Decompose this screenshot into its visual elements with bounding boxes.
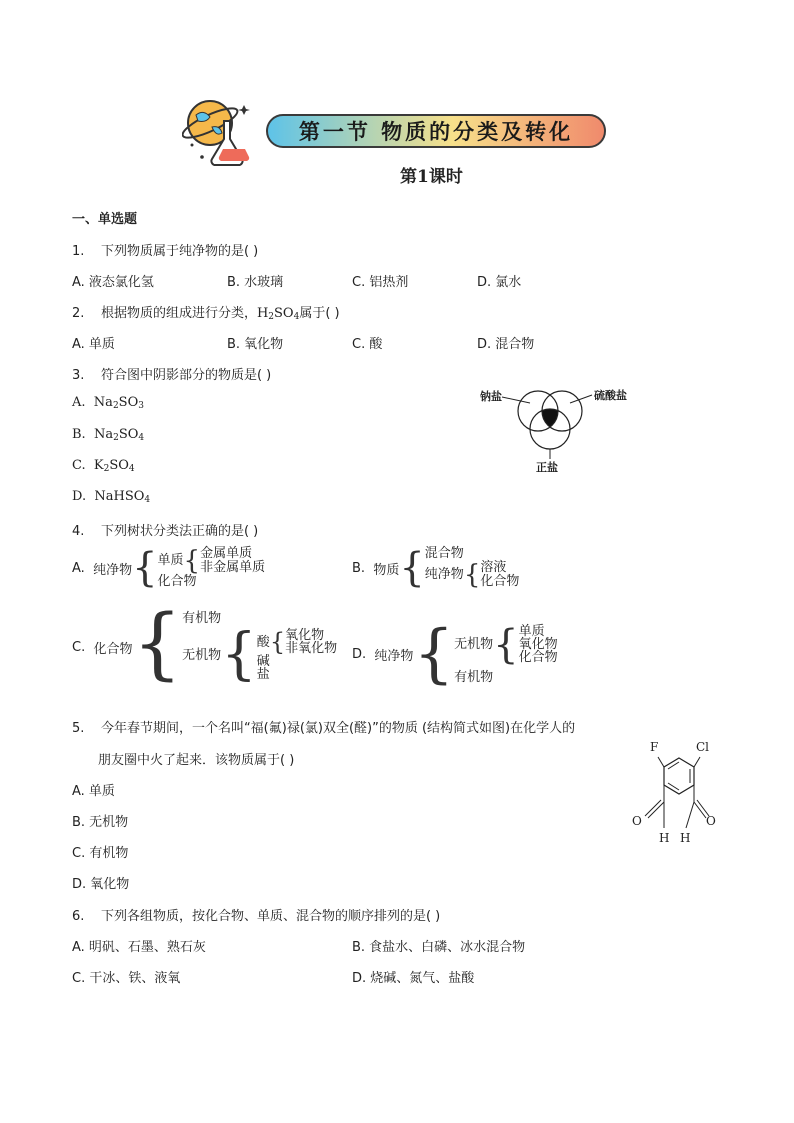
brace: {: [221, 622, 257, 687]
q4-option-b[interactable]: [352, 547, 519, 589]
tree-node: 非氧化物: [285, 641, 338, 656]
tree-node: 化合物: [157, 574, 197, 589]
question-4: [72, 520, 258, 539]
question-1: [72, 240, 258, 259]
option-letter: D.: [72, 489, 87, 504]
q1-option-b[interactable]: B. 水玻璃: [227, 275, 284, 290]
q5-option-d[interactable]: D. 氧化物: [72, 877, 130, 892]
question-number: 4.: [72, 524, 85, 539]
q5-option-c[interactable]: C. 有机物: [72, 846, 129, 861]
venn-diagram: [478, 383, 638, 475]
tree-node: 混合物: [424, 546, 464, 561]
tree-node: 金属单质: [200, 546, 253, 561]
q3-option-c[interactable]: [72, 458, 135, 474]
formula-part: SO: [109, 458, 129, 473]
tree-node: 有机物: [182, 611, 222, 626]
tree-node: 盐: [256, 667, 270, 682]
tree-branch: [182, 622, 338, 687]
question-number: 3.: [72, 368, 85, 383]
formula-part: H: [256, 306, 269, 321]
tree-leaves: [257, 629, 337, 681]
atom-o: O: [632, 814, 642, 828]
q5-option-b[interactable]: B. 无机物: [72, 815, 129, 830]
tree-node: 溶液: [480, 560, 507, 575]
tree-branch: [425, 561, 520, 589]
formula-part: SO: [274, 306, 294, 321]
tree-branches: [182, 611, 338, 687]
q4-option-c[interactable]: [72, 598, 338, 689]
question-2: [72, 302, 340, 322]
tree-root: 纯净物: [93, 562, 133, 578]
formula-part: SO: [118, 395, 139, 410]
subscript: 4: [138, 433, 145, 443]
atom-h: H: [680, 831, 691, 845]
q3-option-a[interactable]: [72, 395, 144, 411]
question-text: 下列各组物质，按化合物、单质、混合物的顺序排列的是( ): [100, 909, 441, 924]
formula-part: SO: [118, 427, 139, 442]
benzene-ring: [626, 738, 726, 848]
tree-leaves: [480, 561, 519, 589]
tree-node: 单质: [157, 553, 184, 568]
tree-root: 纯净物: [374, 648, 414, 664]
brace: {: [463, 560, 481, 590]
tree-branch: [158, 547, 266, 575]
question-number: 6.: [72, 909, 85, 924]
tree-leaves: [519, 625, 558, 664]
brace: {: [413, 617, 455, 691]
brace: {: [132, 598, 183, 689]
q5-option-a[interactable]: A. 单质: [72, 784, 115, 799]
title-banner: [266, 114, 606, 148]
question-text: 符合图中阴影部分的物质是( ): [100, 368, 272, 383]
formula-part: Na: [93, 427, 114, 442]
brace: {: [269, 628, 286, 656]
question-text: 根据物质的组成进行分类，: [100, 306, 257, 321]
question-text-end: 属于( ): [299, 306, 340, 321]
atom-f: F: [650, 740, 659, 754]
tree-branches: [158, 547, 266, 589]
q2-option-d[interactable]: D. 混合物: [477, 337, 535, 352]
q6-option-a[interactable]: A. 明矾、石墨、熟石灰: [72, 940, 206, 955]
subscript: 4: [128, 464, 135, 474]
question-3: [72, 364, 271, 383]
formula-part: NaHSO: [94, 489, 145, 504]
q4-option-d[interactable]: [352, 617, 558, 691]
atom-h: H: [659, 831, 670, 845]
formula-part: K: [93, 458, 104, 473]
brace: {: [399, 545, 425, 591]
tree-node: 酸: [256, 634, 270, 650]
q6-option-c[interactable]: C. 干冰、铁、液氧: [72, 971, 181, 986]
tree-node: 有机物: [454, 669, 494, 685]
option-letter: C.: [72, 640, 86, 655]
q3-option-b[interactable]: [72, 427, 144, 443]
tree-node: 纯净物: [424, 567, 464, 582]
q1-option-a[interactable]: A. 液态氯化氢: [72, 275, 154, 290]
atom-cl: Cl: [696, 740, 710, 754]
tree-branches: [454, 621, 558, 685]
tree-node: 氧化物: [518, 637, 558, 652]
question-text-line2: 朋友圈中火了起来．该物质属于( ): [98, 753, 295, 768]
tree-branch: [257, 629, 337, 655]
q1-option-c[interactable]: C. 铝热剂: [352, 275, 409, 290]
formula-part: Na: [93, 395, 113, 410]
q1-option-d[interactable]: D. 氯水: [477, 275, 522, 290]
tree-root: 化合物: [93, 642, 133, 657]
q2-option-c[interactable]: C. 酸: [352, 337, 383, 352]
lesson-subtitle: 第1课时: [400, 167, 463, 187]
venn-label-left: 钠盐: [480, 390, 502, 403]
tree-node: 化合物: [518, 650, 558, 665]
brace: {: [183, 546, 201, 576]
brace: {: [132, 545, 158, 591]
planet-flask-icon: [182, 97, 266, 169]
option-letter: A.: [72, 560, 85, 576]
q4-option-a[interactable]: [72, 547, 265, 589]
tree-leaves: [285, 629, 337, 655]
question-text: 下列物质属于纯净物的是( ): [100, 244, 259, 259]
option-letter: D.: [352, 646, 367, 662]
formula-h2so4: [257, 306, 299, 321]
header: [182, 97, 612, 169]
option-letter: B.: [352, 560, 366, 576]
q6-option-b[interactable]: B. 食盐水、白磷、冰水混合物: [352, 940, 526, 955]
tree-branch: [454, 621, 558, 668]
question-5: [72, 717, 575, 736]
question-number: 5.: [72, 721, 85, 736]
option-letter: C.: [72, 458, 86, 473]
tree-node: 单质: [518, 624, 545, 639]
tree-node: 无机物: [182, 647, 222, 663]
brace: {: [493, 621, 519, 668]
subscript: 2: [268, 312, 275, 322]
tree-node: 无机物: [454, 637, 494, 652]
q6-option-d[interactable]: D. 烧碱、氮气、盐酸: [352, 971, 475, 986]
tree-leaves: [200, 547, 265, 575]
atom-o: O: [706, 814, 716, 828]
option-letter: A.: [72, 395, 86, 410]
question-6: [72, 905, 440, 924]
structure-formula: [626, 738, 726, 848]
tree-branches: [425, 547, 520, 589]
venn-label-right: 硫酸盐: [594, 389, 627, 402]
q3-option-d[interactable]: [72, 489, 150, 505]
question-number: 2.: [72, 306, 85, 321]
option-letter: B.: [72, 427, 86, 442]
question-text: 下列树状分类法正确的是( ): [100, 524, 259, 539]
tree-node: 碱: [256, 654, 270, 669]
section-heading: 一、单选题: [72, 212, 138, 227]
subscript: 4: [293, 312, 300, 322]
subscript: 2: [113, 433, 119, 443]
tree-root: 物质: [373, 562, 400, 578]
subscript: 2: [112, 401, 119, 411]
subscript: 4: [144, 495, 151, 505]
venn-label-bottom: 正盐: [536, 461, 558, 474]
subscript: 2: [103, 464, 110, 474]
q2-option-a[interactable]: A. 单质: [72, 337, 115, 352]
question-text: 今年春节期间，一个名叫“福(氟)禄(氯)双全(醛)”的物质 (结构简式如图)在化学人的: [100, 721, 576, 736]
q2-option-b[interactable]: B. 氧化物: [227, 337, 284, 352]
tree-node: 氧化物: [285, 628, 325, 643]
question-number: 1.: [72, 244, 85, 259]
tree-node: 化合物: [480, 574, 520, 589]
tree-node: 非金属单质: [200, 560, 266, 575]
subscript: 3: [138, 401, 144, 411]
page-title: 第一节 物质的分类及转化: [298, 119, 574, 144]
